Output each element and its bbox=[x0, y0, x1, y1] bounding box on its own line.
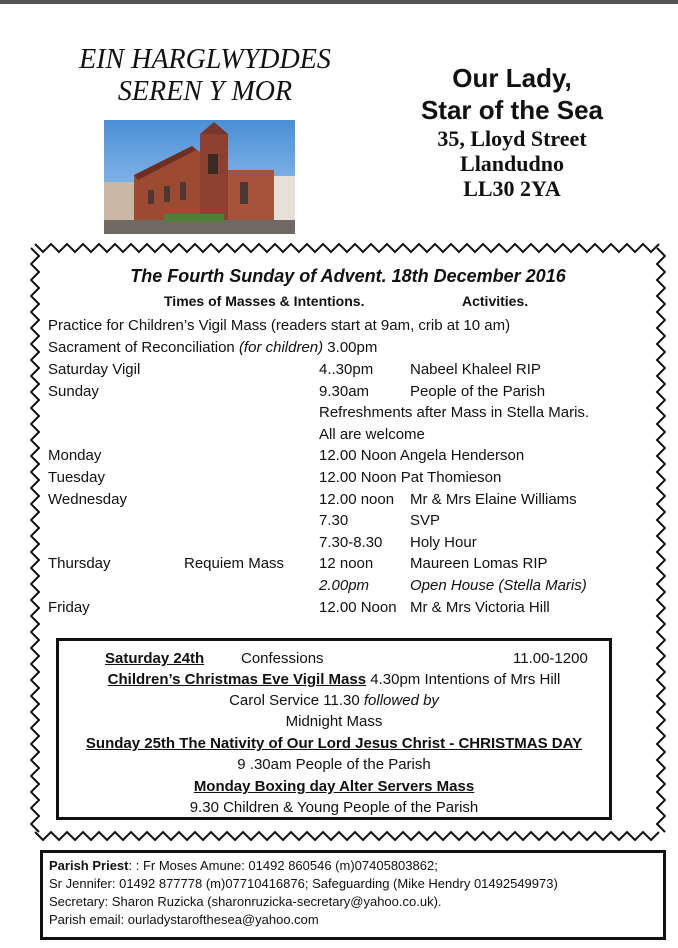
christmas-box bbox=[56, 638, 612, 820]
church-name-block bbox=[392, 62, 632, 201]
activities-heading: Activities. bbox=[462, 293, 529, 309]
schedule-day: Saturday Vigil bbox=[48, 361, 141, 378]
schedule-day: Sunday bbox=[48, 382, 99, 400]
schedule-text: Maureen Lomas RIP bbox=[410, 555, 548, 573]
schedule-time: 7.30 bbox=[319, 512, 349, 530]
priest-label: Parish Priest bbox=[49, 858, 129, 873]
saturday-24-label: Saturday 24th bbox=[105, 650, 205, 667]
schedule-text: Mr & Mrs Victoria Hill bbox=[410, 598, 550, 616]
schedule-time: 12.00 Noon Pat Thomieson bbox=[319, 469, 502, 486]
schedule-text: Holy Hour bbox=[410, 533, 477, 551]
schedule-text: Mr & Mrs Elaine Williams bbox=[410, 490, 577, 508]
carol-service-text: Carol Service 11.30 bbox=[229, 692, 364, 709]
christmas-day-line: Sunday 25th The Nativity of Our Lord Jesus Christ - CHRISTMAS DAY bbox=[85, 735, 583, 752]
schedule-time: 12.00 noon bbox=[319, 490, 395, 508]
secretary-line: Secretary: Sharon Ruzicka (sharonruzicka-secretary@yahoo.co.uk). bbox=[49, 894, 442, 909]
schedule-time: Refreshments after Mass in Stella Maris. bbox=[319, 404, 590, 422]
confessions-time: 11.00-1200 bbox=[513, 650, 588, 667]
schedule-day: Wednesday bbox=[48, 490, 127, 508]
reconciliation-time: 3.00pm bbox=[323, 339, 378, 356]
reconciliation-text: Sacrament of Reconciliation bbox=[48, 339, 239, 356]
bulletin-title: The Fourth Sunday of Advent. 18th December 2016 bbox=[130, 266, 566, 286]
practice-line: Practice for Children’s Vigil Mass (readers start at 9am, crib at 10 am) bbox=[48, 317, 511, 334]
welsh-line-2: SEREN Y MOR bbox=[117, 76, 293, 107]
contact-footer bbox=[40, 850, 666, 940]
church-name-line-1: Our Lady, bbox=[452, 63, 572, 93]
schedule-time: All are welcome bbox=[319, 425, 425, 443]
midnight-mass-line: Midnight Mass bbox=[285, 713, 383, 730]
boxing-day-line: Monday Boxing day Alter Servers Mass bbox=[193, 778, 475, 795]
schedule-text: People of the Parish bbox=[410, 382, 546, 400]
schedule-time: 9.30am bbox=[319, 382, 370, 400]
address-line-1: 35, Lloyd Street bbox=[437, 126, 587, 151]
schedule-mid: Requiem Mass bbox=[184, 555, 285, 573]
sister-safeguarding-line: Sr Jennifer: 01492 877778 (m)07710416876; Safeguarding (Mike Hendry 01492549973) bbox=[49, 876, 558, 891]
priest-contact: : : Fr Moses Amune: 01492 860546 (m)07405803862; bbox=[128, 858, 438, 873]
schedule-time: 12.00 Noon bbox=[319, 598, 397, 616]
reconciliation-line bbox=[48, 337, 377, 359]
schedule-time: 4..30pm bbox=[319, 361, 374, 378]
schedule-day: Monday bbox=[48, 447, 102, 465]
schedule-text: SVP bbox=[410, 512, 441, 530]
church-name-line-2: Star of the Sea bbox=[420, 95, 604, 125]
reconciliation-note: (for children) bbox=[238, 339, 324, 356]
schedule-text: Open House (Stella Maris) bbox=[410, 577, 587, 594]
schedule-day: Thursday bbox=[48, 555, 111, 573]
carol-followed-by: followed by bbox=[363, 692, 439, 709]
schedule-time: 12 noon bbox=[319, 555, 374, 573]
church-photo bbox=[104, 120, 295, 234]
vigil-mass-line bbox=[59, 671, 609, 688]
schedule-time: 12.00 Noon Angela Henderson bbox=[319, 447, 525, 465]
top-border bbox=[0, 0, 678, 4]
schedule-time: 7.30-8.30 bbox=[319, 533, 383, 551]
welsh-church-name bbox=[40, 44, 370, 108]
masses-heading: Times of Masses & Intentions. bbox=[164, 293, 365, 309]
parish-email-line: Parish email: ourladystarofthesea@yahoo.com bbox=[49, 912, 319, 927]
schedule-day: Friday bbox=[48, 598, 90, 616]
confessions-label: Confessions bbox=[241, 650, 324, 667]
carol-service-line bbox=[59, 692, 609, 709]
christmas-day-mass: 9 .30am People of the Parish bbox=[237, 756, 431, 773]
schedule-text: Nabeel Khaleel RIP bbox=[410, 361, 541, 378]
address-line-3: LL30 2YA bbox=[463, 176, 561, 201]
address-line-2: Llandudno bbox=[460, 151, 564, 176]
priest-line bbox=[49, 857, 657, 875]
schedule-day: Tuesday bbox=[48, 469, 105, 486]
vigil-mass-label: Children’s Christmas Eve Vigil Mass bbox=[107, 671, 367, 688]
vigil-mass-text: 4.30pm Intentions of Mrs Hill bbox=[366, 671, 561, 688]
welsh-line-1: EIN HARGLWYDDES bbox=[79, 44, 331, 75]
boxing-day-mass: 9.30 Children & Young People of the Parish bbox=[189, 799, 479, 816]
schedule-time: 2.00pm bbox=[319, 577, 370, 594]
